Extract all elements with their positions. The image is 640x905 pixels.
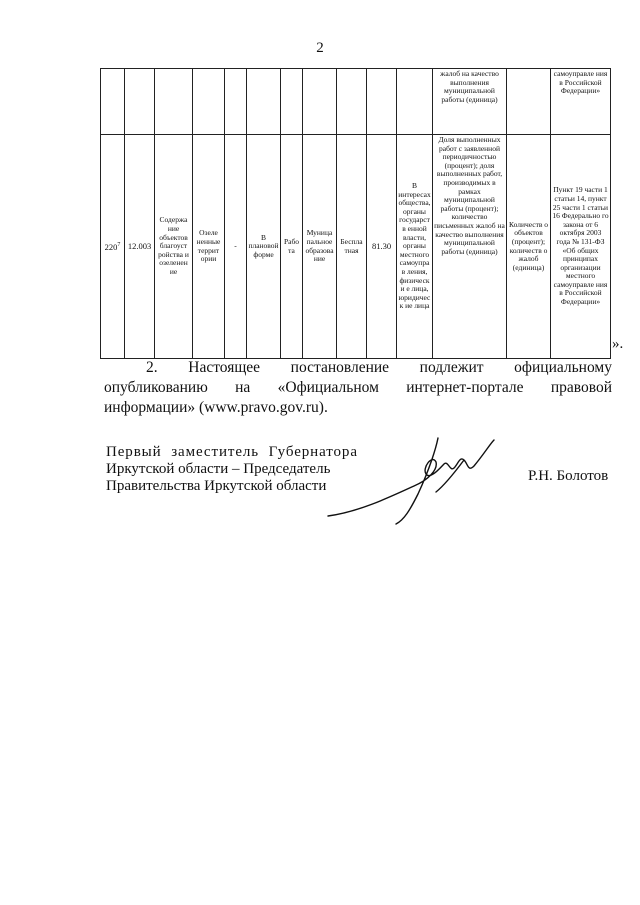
table-cell: В плановой форме — [247, 135, 281, 359]
paragraph-text: 2. Настоящее постановление подлежит официальному опубликованию на «Официальном интернет-портале правовой информации» (www.pravo.gov.ru). — [104, 359, 612, 416]
table-cell — [337, 69, 367, 135]
table-cell: самоуправле ния в Российской Федерации» — [551, 69, 611, 135]
table-cell — [247, 69, 281, 135]
code-cell: 12.003 — [125, 135, 155, 359]
paragraph-publication — [104, 358, 612, 418]
table-cell — [101, 69, 125, 135]
table-cell: 81.30 — [367, 135, 397, 359]
table-cell — [225, 69, 247, 135]
table-cell — [155, 69, 193, 135]
signatory-title-line: Иркутской области – Председатель — [106, 461, 331, 477]
table-cell: Озеле ненные террит ории — [193, 135, 225, 359]
table-cell: Доля выполненных работ с заявленной периодичностью (процент); доля выполненных работ, производимых в рамках муниципальной работы (процент); количество письменных жалоб на качество выполнения муниципальной работы (единица) — [433, 135, 507, 359]
table-row — [101, 69, 611, 135]
page-number: 2 — [316, 40, 324, 56]
table-cell: Беспла тная — [337, 135, 367, 359]
table-cell: - — [225, 135, 247, 359]
table-cell — [397, 69, 433, 135]
signatory-title-line: Первый заместитель Губернатора — [106, 444, 358, 460]
table-cell — [125, 69, 155, 135]
table-cell: Муница пальное образова ние — [303, 135, 337, 359]
table-cell: Пункт 19 части 1 статьи 14, пункт 25 части 1 статьи 16 Федерально го закона от 6 октября 2003 года № 131-ФЗ «Об общих принципах организации местного самоуправле ния в Российской Федерации» — [551, 135, 611, 359]
table-cell: Количеств о объектов (процент); количеств о жалоб (единица) — [507, 135, 551, 359]
table-cell: Рабо та — [281, 135, 303, 359]
table-cell — [367, 69, 397, 135]
table-cell: Содержа ние объектов благоуст ройства и озеленен ие — [155, 135, 193, 359]
table-cell — [303, 69, 337, 135]
table-cell: В интересах общества, органы государств енной власти, органы местного самоуправ ления, физически е лица, юридическ ие лица — [397, 135, 433, 359]
table-cell — [193, 69, 225, 135]
handwritten-signature — [318, 428, 518, 528]
services-table — [100, 68, 611, 359]
closing-quote: ». — [612, 336, 624, 352]
row-number-cell: $220^7$ — [101, 135, 125, 359]
table-cell: жалоб на качество выполнения муниципальной работы (единица) — [433, 69, 507, 135]
signatory-name: Р.Н. Болотов — [528, 468, 609, 484]
table-row — [101, 135, 611, 359]
signatory-title-line: Правительства Иркутской области — [106, 478, 327, 494]
table-cell — [281, 69, 303, 135]
table-cell — [507, 69, 551, 135]
